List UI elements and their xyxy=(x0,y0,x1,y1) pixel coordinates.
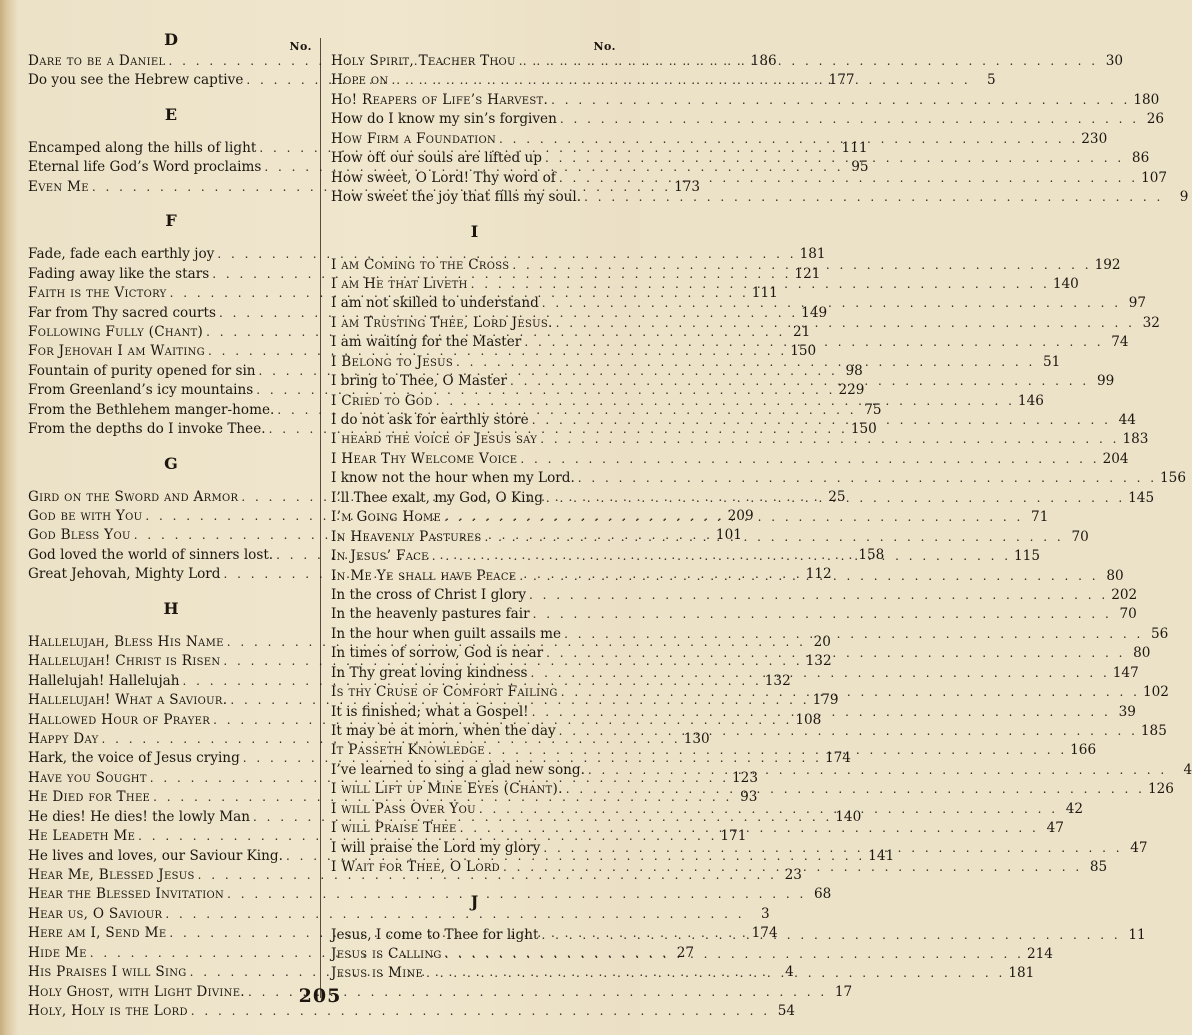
hymn-number: 107 xyxy=(1141,169,1168,186)
hymn-number: 74 xyxy=(1111,334,1129,351)
hymn-number: 4 xyxy=(785,964,794,981)
hymn-title: I’m Going Home xyxy=(331,509,442,526)
hymn-number: 44 xyxy=(1118,412,1136,428)
hymn-title: Encamped along the hills of light xyxy=(28,139,257,156)
hymn-title: I am Coming to the Cross xyxy=(331,256,510,273)
hymn-number: 11 xyxy=(1128,926,1146,943)
leader-dots xyxy=(529,586,1108,605)
hymn-number: 147 xyxy=(1112,664,1139,681)
hymn-title: Ho! Reapers of Life’s Harvest. xyxy=(331,91,549,108)
hymn-number: 68 xyxy=(814,886,832,903)
hymn-title: I will Pass Over You xyxy=(331,800,476,817)
hymn-title: Here am I, Send Me xyxy=(28,925,167,942)
leader-dots xyxy=(499,130,1078,149)
hymn-number: 202 xyxy=(1111,586,1138,603)
hymn-number: 27 xyxy=(676,944,694,961)
leader-dots xyxy=(512,256,1091,275)
hymn-title: Fading away like the stars xyxy=(28,265,210,282)
leader-dots xyxy=(566,780,1145,799)
hymn-number: 141 xyxy=(868,847,895,864)
leader-dots xyxy=(578,469,1157,488)
hymn-number: 156 xyxy=(1160,470,1186,487)
hymn-title: Eternal life God’s Word proclaims xyxy=(28,159,262,176)
section-letter: J xyxy=(470,891,479,911)
leader-dots xyxy=(561,683,1140,702)
hymn-number: 54 xyxy=(777,1003,796,1020)
hymn-title: I Hear Thy Welcome Voice xyxy=(331,450,518,467)
hymn-number: 132 xyxy=(805,653,832,670)
index-entry xyxy=(28,905,770,924)
section-letter: I xyxy=(470,221,479,241)
hymn-title: Have you Sought xyxy=(28,769,147,786)
hymn-title: I’ve learned to sing a glad new song. xyxy=(331,761,585,778)
hymn-title: In the cross of Christ I glory xyxy=(331,586,526,603)
hymn-number: 51 xyxy=(1042,353,1061,370)
leader-dots xyxy=(436,392,1015,411)
leader-dots xyxy=(542,294,1121,313)
index-entry xyxy=(331,110,1165,129)
leader-dots xyxy=(588,761,1167,780)
hymn-number: 23 xyxy=(784,867,802,883)
hymn-number: 80 xyxy=(1106,567,1124,584)
hymn-number: 42 xyxy=(1065,800,1084,817)
index-entry xyxy=(331,586,1138,605)
leader-dots xyxy=(540,430,1119,449)
hymn-number: 21 xyxy=(793,323,811,340)
hymn-title: Far from Thy sacred courts xyxy=(28,304,216,321)
column-header xyxy=(28,28,314,52)
leader-dots xyxy=(556,314,1135,333)
page-number: 205 xyxy=(298,985,342,1007)
leader-dots xyxy=(471,275,1050,294)
hymn-title: Holy Ghost, with Light Divine. xyxy=(28,983,245,1000)
hymn-title: I will Lift up Mine Eyes (Chant). xyxy=(331,781,563,798)
hymn-number: 230 xyxy=(1081,130,1108,147)
hymn-number: 98 xyxy=(845,362,863,379)
leader-dots xyxy=(444,508,1023,527)
hymn-title: Jesus, I come to Thee for light xyxy=(331,926,539,943)
hymn-title: I’ll Thee exalt, my God, O King xyxy=(331,489,543,506)
leader-dots xyxy=(546,644,1125,663)
leader-dots xyxy=(432,547,1011,566)
hymn-title: He dies! He dies! the lowly Man xyxy=(28,808,251,825)
hymn-title: Do you see the Hebrew captive xyxy=(28,72,244,89)
section-letter: D xyxy=(164,30,178,49)
leader-dots xyxy=(426,964,1005,983)
hymn-number: 186 xyxy=(750,53,777,69)
hymn-number: 181 xyxy=(1008,965,1035,982)
hymn-number: 145 xyxy=(1128,489,1155,506)
hymn-number: 181 xyxy=(799,246,826,263)
hymn-number: 185 xyxy=(1140,723,1167,739)
hymn-title: Faith is the Victory xyxy=(28,285,167,302)
hymn-title: Hallelujah, Bless His Name xyxy=(28,633,224,650)
hymn-title: Jesus is Calling xyxy=(331,945,442,962)
hymn-title: His Praises I will Sing xyxy=(28,964,187,981)
hymn-number: 111 xyxy=(751,285,778,302)
hymn-title: From Greenland’s icy mountains xyxy=(28,382,254,399)
hymn-number: 75 xyxy=(864,401,882,418)
hymn-title: I know not the hour when my Lord. xyxy=(331,470,575,487)
hymn-number: 229 xyxy=(838,382,865,399)
hymn-title: I will Praise Thee xyxy=(331,820,457,837)
hymn-title: In Jesus’ Face xyxy=(331,548,429,565)
hymn-title: Hide Me xyxy=(28,944,87,961)
leader-dots xyxy=(519,567,1098,586)
hymn-number: 56 xyxy=(1151,625,1169,642)
hymn-number: 47 xyxy=(1130,839,1148,856)
leader-dots xyxy=(584,188,1163,207)
number-column-label: No. xyxy=(289,40,312,53)
hymn-title: I am Trusting Thee, Lord Jesus. xyxy=(331,314,553,331)
hymn-number: 214 xyxy=(1026,945,1053,962)
leader-dots xyxy=(485,528,1064,547)
hymn-title: Hallelujah! What a Saviour. xyxy=(28,692,228,709)
hymn-title: I am waiting for the Master xyxy=(331,334,522,351)
hymn-title: Hallelujah! Hallelujah xyxy=(28,672,180,689)
hymn-title: From the depths do I invoke Thee. xyxy=(28,421,266,438)
hymn-number: 179 xyxy=(812,692,839,709)
hymn-number: 177 xyxy=(828,72,855,89)
hymn-number: 95 xyxy=(851,159,869,176)
hymn-title: Following Fully (Chant) xyxy=(28,323,204,340)
hymn-title: I Belong to Jesus xyxy=(331,353,454,370)
index-entry xyxy=(331,605,1137,624)
leader-dots xyxy=(391,71,970,90)
leader-dots xyxy=(541,926,1120,945)
section-letter: G xyxy=(164,453,178,473)
section-letter: E xyxy=(164,104,178,124)
hymn-title: Hear Me, Blessed Jesus xyxy=(28,867,195,883)
hymn-title: How sweet, O Lord! Thy word of xyxy=(331,169,556,186)
hymn-title: He Leadeth Me xyxy=(28,828,136,845)
hymn-number: 111 xyxy=(841,139,868,156)
hymn-number: 174 xyxy=(751,925,778,942)
hymn-number: 70 xyxy=(1071,528,1089,545)
index-entry xyxy=(331,964,1035,983)
hymn-number: 93 xyxy=(740,789,758,806)
hymn-number: 26 xyxy=(1146,111,1165,128)
hymn-title: Gird on the Sword and Armor xyxy=(28,488,239,505)
section-letter: H xyxy=(163,598,179,618)
leader-dots xyxy=(460,819,1039,838)
leader-dots xyxy=(532,411,1111,430)
hymn-title: Hark, the voice of Jesus crying xyxy=(28,750,240,767)
hymn-number: 140 xyxy=(835,808,862,825)
leader-dots xyxy=(559,722,1138,741)
hymn-number: 115 xyxy=(1014,548,1040,565)
hymn-title: It may be at morn, when the day xyxy=(331,723,556,739)
hymn-number: 102 xyxy=(1142,684,1169,701)
hymn-number: 183 xyxy=(1122,431,1149,448)
hymn-title: He lives and loves, our Saviour King. xyxy=(28,847,283,864)
hymn-number: 71 xyxy=(1031,509,1049,526)
hymn-number: 166 xyxy=(1070,742,1097,759)
hymn-number: 146 xyxy=(1017,392,1044,409)
leader-dots xyxy=(445,945,1024,964)
index-entry xyxy=(331,91,1160,110)
hymn-number: 97 xyxy=(1128,295,1147,312)
hymn-number: 30 xyxy=(1105,53,1124,69)
hymn-title: Fade, fade each earthly joy xyxy=(28,246,215,263)
leader-dots xyxy=(543,839,1122,858)
index-entry xyxy=(28,245,826,264)
hymn-title: He Died for Thee xyxy=(28,789,151,806)
leader-dots xyxy=(533,605,1112,624)
hymn-title: I am He that Liveth xyxy=(331,275,468,292)
number-column-label: No. xyxy=(593,40,616,53)
leader-dots xyxy=(524,333,1103,352)
hymn-number: 25 xyxy=(828,488,846,505)
leader-dots xyxy=(532,703,1111,722)
leader-dots xyxy=(531,664,1110,683)
hymn-title: Hope on xyxy=(331,72,389,89)
leader-dots xyxy=(559,169,1138,188)
leader-dots xyxy=(520,450,1099,469)
index-entry xyxy=(28,323,811,342)
hymn-number: 20 xyxy=(813,633,831,650)
hymn-number: 121 xyxy=(794,265,821,282)
hymn-title: In times of sorrow, God is near xyxy=(331,645,544,662)
hymn-title: How sweet the joy that fills my soul. xyxy=(331,189,582,206)
hymn-number: 47 xyxy=(1046,820,1064,837)
hymn-title: Fountain of purity opened for sin xyxy=(28,362,256,379)
hymn-number: 101 xyxy=(715,527,742,544)
column-header xyxy=(331,28,618,52)
leader-dots xyxy=(545,149,1124,168)
hymn-title: Even Me xyxy=(28,178,89,195)
index-entry xyxy=(28,362,863,381)
hymn-number: 9 xyxy=(1179,189,1189,206)
hymn-title: Happy Day xyxy=(28,730,99,747)
hymn-title: In Thy great loving kindness xyxy=(331,664,528,681)
hymn-title: I bring to Thee, O Master xyxy=(331,373,508,390)
hymn-title: How oft our souls are lifted up xyxy=(331,150,542,167)
index-entry xyxy=(331,469,1186,488)
hymn-number: 158 xyxy=(858,546,885,563)
hymn-title: For Jehovah I am Waiting xyxy=(28,343,205,360)
leader-dots xyxy=(510,372,1089,391)
hymn-title: I Cried to God xyxy=(331,392,433,409)
leader-dots xyxy=(546,489,1125,508)
leader-dots xyxy=(560,110,1139,129)
hymn-title: How do I know my sin’s forgiven xyxy=(331,111,557,128)
hymn-number: 192 xyxy=(1094,256,1121,273)
hymn-number: 204 xyxy=(1102,450,1129,467)
hymn-number: 32 xyxy=(1142,314,1160,331)
hymn-number: 150 xyxy=(850,421,877,438)
hymn-title: Hallowed Hour of Prayer xyxy=(28,711,211,728)
hymn-number: 85 xyxy=(1089,859,1108,876)
hymn-title: I will praise the Lord my glory xyxy=(331,839,541,856)
hymn-number: 150 xyxy=(790,343,817,360)
leader-dots xyxy=(479,800,1058,819)
hymn-number: 108 xyxy=(795,711,822,728)
index-entry xyxy=(28,284,778,303)
hymn-number: 5 xyxy=(987,72,996,89)
hymn-title: Great Jehovah, Mighty Lord xyxy=(28,566,221,583)
hymn-title: Dare to be a Daniel xyxy=(28,53,166,69)
hymn-title: In the hour when guilt assails me xyxy=(331,625,562,642)
hymn-title: I Wait for Thee, O Lord xyxy=(331,859,500,876)
hymn-number: 140 xyxy=(1052,275,1079,292)
hymn-title: Hear us, O Saviour xyxy=(28,905,163,922)
hymn-title: In Me Ye shall have Peace xyxy=(331,567,517,584)
hymn-number: 126 xyxy=(1147,781,1174,798)
index-entry xyxy=(28,885,832,904)
hymn-title: Jesus is Mine xyxy=(331,965,424,982)
hymn-number: 173 xyxy=(674,178,701,195)
leader-dots xyxy=(456,353,1035,372)
index-entry xyxy=(331,450,1129,469)
hymn-number: 3 xyxy=(760,905,770,922)
hymn-title: In Heavenly Pastures xyxy=(331,528,482,545)
hymn-title: In the heavenly pastures fair xyxy=(331,606,530,623)
hymn-number: 130 xyxy=(683,730,710,747)
hymn-number: 112 xyxy=(805,566,832,583)
hymn-number: 4 xyxy=(1183,761,1192,778)
hymn-number: 132 xyxy=(764,672,791,689)
hymn-number: 99 xyxy=(1096,373,1115,390)
hymn-number: 174 xyxy=(825,750,851,767)
hymn-title: God loved the world of sinners lost. xyxy=(28,546,274,563)
hymn-number: 209 xyxy=(727,508,754,524)
hymn-title: God Bless You xyxy=(28,527,131,544)
hymn-title: I do not ask for earthly store xyxy=(331,412,529,428)
hymn-title: God be with You xyxy=(28,508,143,524)
index-entry xyxy=(28,178,701,197)
hymn-title: Hallelujah! Christ is Risen xyxy=(28,653,221,670)
hymn-number: 17 xyxy=(834,983,853,1000)
index-entry xyxy=(331,430,1149,449)
leader-dots xyxy=(564,625,1143,644)
hymn-title: Holy, Holy is the Lord xyxy=(28,1003,188,1020)
hymn-number: 123 xyxy=(732,769,758,786)
hymn-title: How Firm a Foundation xyxy=(331,130,497,147)
hymn-title: Holy Spirit, Teacher Thou xyxy=(331,53,516,69)
hymn-title: It is finished; what a Gospel! xyxy=(331,703,529,720)
hymn-number: 80 xyxy=(1133,645,1151,662)
index-entry xyxy=(28,139,868,158)
leader-dots xyxy=(503,858,1082,877)
hymn-title: I heard the voice of Jesus say xyxy=(331,431,538,448)
hymn-title: It Passeth Knowledge xyxy=(331,742,485,759)
hymn-number: 149 xyxy=(801,304,828,321)
index-entry xyxy=(331,188,1189,207)
hymn-number: 171 xyxy=(720,828,747,845)
hymn-title: Hear the Blessed Invitation xyxy=(28,886,225,903)
hymn-title: From the Bethlehem manger-home. xyxy=(28,401,275,418)
leader-dots xyxy=(519,52,1098,71)
hymn-title: Is thy Cruse of Comfort Failing xyxy=(331,684,558,701)
hymn-number: 180 xyxy=(1133,91,1160,108)
leader-dots xyxy=(551,91,1130,110)
hymn-number: 86 xyxy=(1131,150,1150,167)
hymn-title: I am not skilled to understand xyxy=(331,295,539,312)
leader-dots xyxy=(488,741,1067,760)
hymn-number: 39 xyxy=(1118,703,1136,720)
section-letter: F xyxy=(165,211,177,231)
hymn-number: 70 xyxy=(1119,606,1137,623)
